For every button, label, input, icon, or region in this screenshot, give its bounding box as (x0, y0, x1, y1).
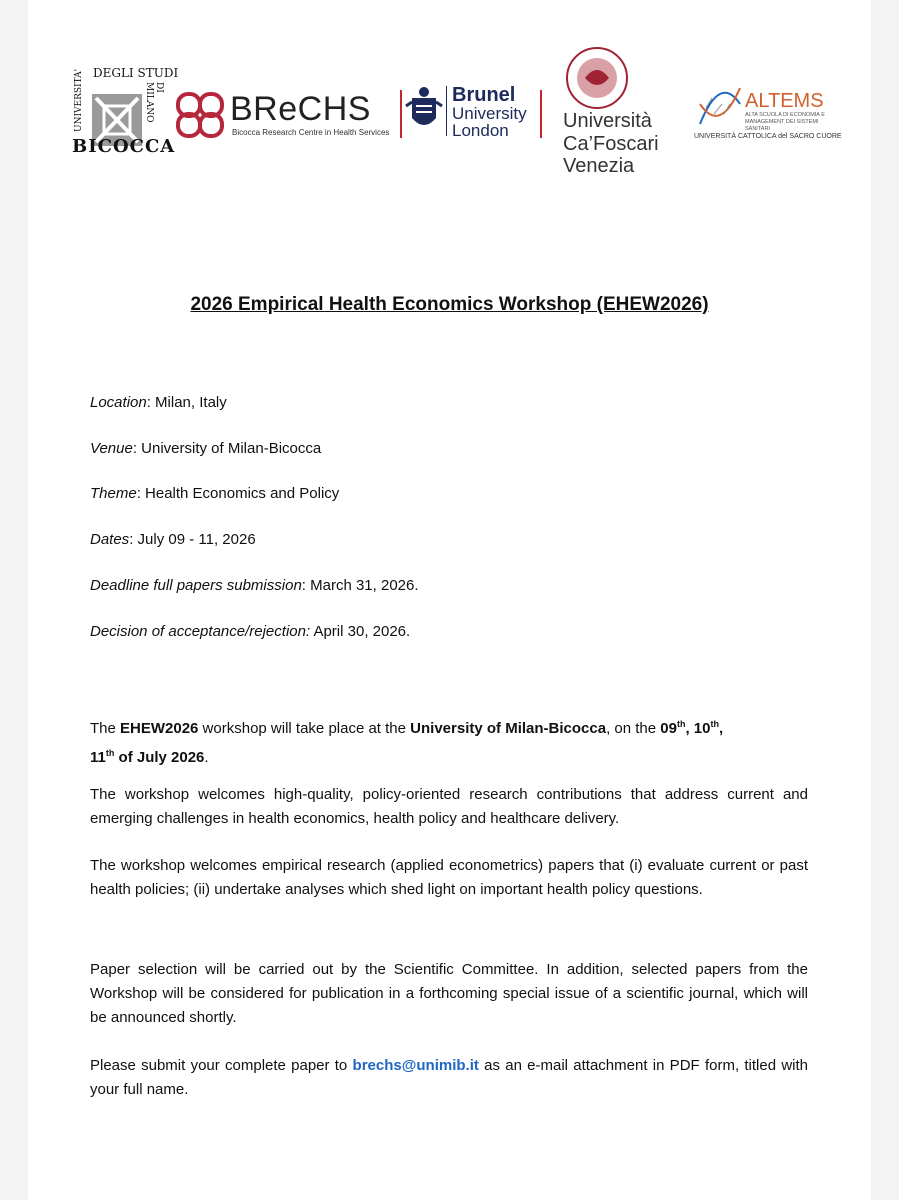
date-separator: , (719, 720, 724, 737)
cafoscari-logo-line2: Ca’Foscari (563, 133, 659, 155)
date-month-year: of July 2026 (114, 749, 205, 766)
altems-helix-icon (696, 84, 744, 128)
paragraph-empirical: The workshop welcomes empirical research (applied econometrics) papers that (i) evaluate current or past health policies; (ii) undertake analyses which shed light on important health policy questions. (90, 857, 808, 898)
email-link[interactable]: brechs@unimib.it (352, 1057, 479, 1074)
cafoscari-logo-line1: Università (563, 110, 652, 132)
intro-university: University of Milan-Bicocca (410, 720, 607, 737)
document-title: 2026 Empirical Health Economics Workshop (EHEW2026) (190, 294, 709, 315)
date-day: 09 (660, 720, 677, 737)
field-value: April 30, 2026. (310, 623, 411, 640)
brunel-divider-mid (446, 86, 447, 136)
date-suffix: th (710, 719, 719, 729)
field-label: Deadline full papers submission (90, 577, 302, 594)
field-label: Location (90, 394, 147, 411)
date-day: 11 (90, 749, 106, 766)
field-value: : Milan, Italy (146, 394, 227, 411)
brunel-logo-line2: University (452, 104, 527, 123)
intro-text: . (204, 749, 209, 766)
brechs-logo-subtitle: Bicocca Research Centre in Health Services (232, 128, 390, 137)
field-dates (90, 531, 256, 548)
field-deadline (90, 577, 419, 594)
field-value: : Health Economics and Policy (136, 485, 340, 502)
field-label: Decision of acceptance/rejection: (90, 623, 311, 640)
field-label: Theme (90, 485, 137, 502)
intro-text: The (90, 720, 121, 737)
brechs-logo-name: BReCHS (230, 90, 371, 128)
field-venue (90, 440, 321, 457)
field-label: Dates (90, 531, 130, 548)
paragraph-selection: Paper selection will be carried out by the Scientific Committee. In addition, selected papers from the Workshop will be considered for publication in a forthcoming special issue of a scientific journal, which will be announced shortly. (90, 961, 808, 1026)
brunel-divider-right (540, 90, 542, 138)
submission-text: as an e-mail attachment in PDF form, titled with your full name. (90, 1057, 808, 1098)
altems-logo-name: ALTEMS (745, 90, 824, 112)
intro-paragraph (90, 712, 808, 770)
bicocca-logo-side-left: UNIVERSITA' (74, 68, 84, 132)
bicocca-logo-top: DEGLI STUDI (93, 66, 179, 80)
date-suffix: th (676, 719, 686, 729)
field-value: : July 09 - 11, 2026 (129, 531, 256, 548)
date-suffix: th (105, 748, 115, 758)
brunel-logo-line3: London (452, 121, 509, 140)
intro-text: , on the (606, 720, 661, 737)
bicocca-logo-name: BICOCCA (72, 136, 176, 157)
field-label: Venue (90, 440, 133, 457)
submission-text: Please submit your complete paper to (90, 1057, 353, 1074)
field-decision (90, 623, 410, 640)
paragraph-welcome: The workshop welcomes high-quality, policy-oriented research contributions that address current and emerging challenges in health economics, health policy and healthcare delivery. (90, 786, 808, 827)
intro-acronym: EHEW2026 (120, 720, 199, 737)
field-theme (90, 485, 339, 502)
altems-logo-subtitle: ALTA SCUOLA DI ECONOMIA E MANAGEMENT DEI SISTEMI SANITARI (745, 112, 825, 132)
bicocca-logo-side-right: DI MILANO (144, 82, 164, 123)
field-location (90, 394, 227, 411)
brunel-divider-left (400, 90, 402, 138)
field-value: : University of Milan-Bicocca (132, 440, 322, 457)
field-value: : March 31, 2026. (301, 577, 419, 594)
paragraph-submission (90, 1054, 808, 1102)
cafoscari-logo-line3: Venezia (563, 155, 635, 177)
date-day: , 10 (685, 720, 711, 737)
brechs-knot-icon (172, 88, 228, 142)
cafoscari-seal-icon (557, 44, 637, 110)
brunel-crest-icon (404, 84, 444, 140)
brunel-logo-line1: Brunel (452, 84, 516, 106)
intro-text: workshop will take place at the (198, 720, 411, 737)
altems-logo-university: UNIVERSITÀ CATTOLICA del SACRO CUORE (694, 133, 842, 140)
